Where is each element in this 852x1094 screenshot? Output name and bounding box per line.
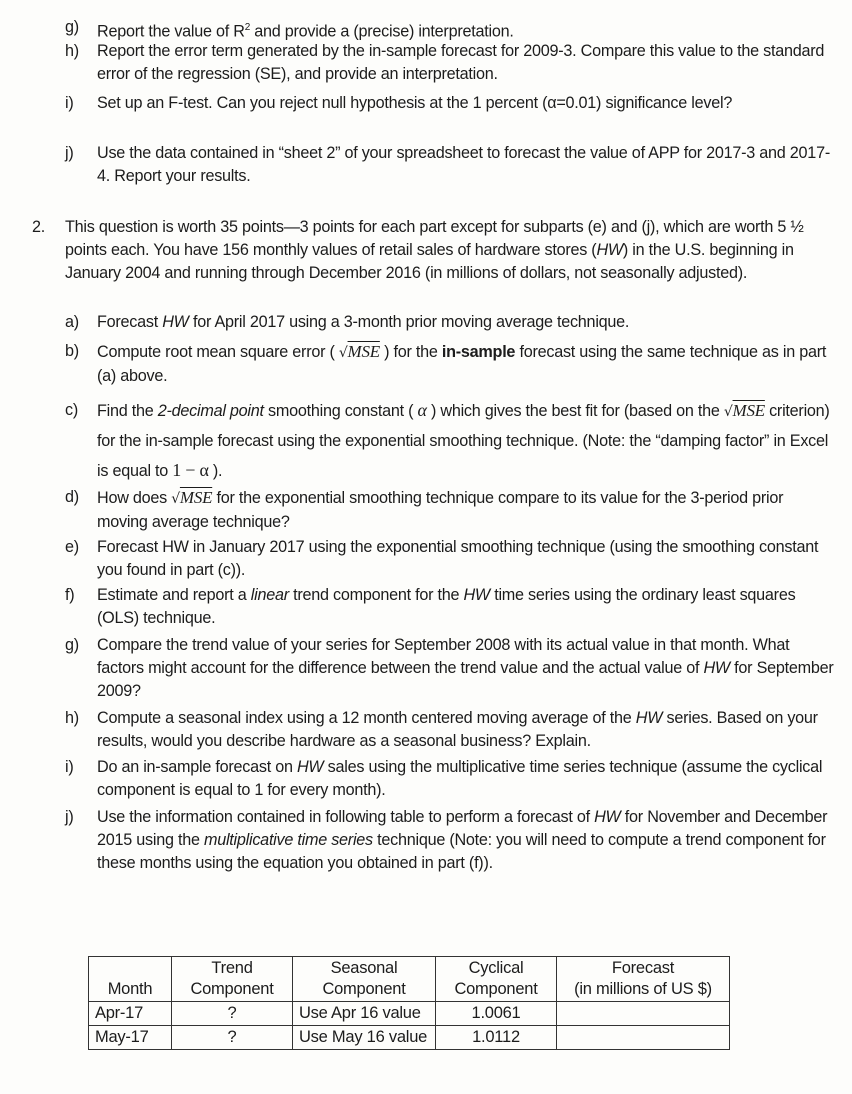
text: How does xyxy=(97,489,172,507)
text: for the exponential smoothing technique compare to its value for the 3-period prior moving average technique? xyxy=(97,489,784,531)
header-seasonal xyxy=(293,957,436,1002)
text: Forecast HW in January 2017 using the exponential smoothing technique (using the smoothing constant you found in part (c)). xyxy=(97,538,819,579)
q2-part-c xyxy=(65,396,835,486)
header-text: Cyclical xyxy=(468,959,524,977)
label: g) xyxy=(65,636,79,654)
text: ) which gives the best fit for (based on the xyxy=(426,402,724,420)
superscript: 2 xyxy=(244,22,251,33)
math-one-minus-alpha: 1 − α xyxy=(172,460,209,480)
header-cyclical xyxy=(436,957,557,1002)
label: a) xyxy=(65,313,79,331)
label: i) xyxy=(65,94,74,112)
label: g) xyxy=(65,18,79,36)
label: e) xyxy=(65,538,79,556)
text: Use the information contained in following table to perform a forecast of xyxy=(97,808,595,826)
label: j) xyxy=(65,144,74,162)
text: HW xyxy=(463,586,490,604)
q1-part-i xyxy=(65,92,835,115)
label: 2. xyxy=(32,218,46,236)
text: Report the error term generated by the in-sample forecast for 2009-3. Compare this value to the standard error of the regression (SE), and provide an interpretation. xyxy=(97,42,825,83)
header-text: Component xyxy=(190,980,274,998)
header-text: Trend xyxy=(211,959,253,977)
text: Forecast xyxy=(97,313,163,331)
text: ). xyxy=(208,462,223,480)
text: for April 2017 using a 3-month prior moving average technique. xyxy=(188,313,630,331)
cell-seasonal: Use Apr 16 value xyxy=(293,1002,436,1026)
cell-month: Apr-17 xyxy=(89,1002,172,1026)
math-mse: MSE xyxy=(347,342,380,361)
label: h) xyxy=(65,709,79,727)
text: trend component for the xyxy=(288,586,464,604)
text: HW xyxy=(596,241,623,259)
forecast-table xyxy=(88,956,730,1050)
text: Estimate and report a xyxy=(97,586,251,604)
text: Use the data contained in “sheet 2” of your spreadsheet to forecast the value of APP for 2017-3 and 2017-4. Report your results. xyxy=(97,144,830,185)
q2-part-j xyxy=(65,806,835,875)
math-alpha: α xyxy=(417,400,427,420)
table-header-row xyxy=(89,957,730,1002)
label: i) xyxy=(65,758,74,776)
cell-forecast xyxy=(557,1002,730,1026)
text: Find the xyxy=(97,402,158,420)
header-text: Forecast xyxy=(611,959,675,977)
text: linear xyxy=(250,586,289,604)
cell-forecast xyxy=(557,1026,730,1050)
text: criterion) for the in-sample forecast using the exponential smoothing technique. (Note: the “damping factor” in Excel is equal to xyxy=(97,402,830,480)
text: Do an in-sample forecast on xyxy=(97,758,297,776)
sqrt-symbol: √ xyxy=(723,404,733,420)
header-text: Component xyxy=(322,980,406,998)
table-row xyxy=(89,1002,730,1026)
header-text: Seasonal xyxy=(330,959,398,977)
q2-part-f xyxy=(65,584,835,630)
cell-cyclical: 1.0061 xyxy=(436,1002,557,1026)
label: f) xyxy=(65,586,75,604)
text: HW xyxy=(296,758,324,776)
q2-part-i xyxy=(65,756,835,802)
header-month xyxy=(89,957,172,1002)
text: series. Based on your results, would you describe hardware as a seasonal business? Explain. xyxy=(97,709,818,750)
question-2-intro xyxy=(32,216,832,285)
label: d) xyxy=(65,488,79,506)
text: ) in the U.S. beginning in January 2004 and running through December 2016 (in millions of dollars, not seasonally adjusted). xyxy=(65,241,794,282)
sqrt-symbol: √ xyxy=(171,491,180,507)
math-mse: MSE xyxy=(732,401,765,420)
label: h) xyxy=(65,42,79,60)
text: HW xyxy=(703,659,730,677)
q2-part-b xyxy=(65,340,835,388)
text: HW xyxy=(594,808,621,826)
text: forecast using the same technique as in part (a) above. xyxy=(97,343,827,385)
q2-part-d xyxy=(65,486,835,534)
text: 2-decimal point xyxy=(157,402,264,420)
text: multiplicative time series xyxy=(203,831,373,849)
q1-part-j xyxy=(65,142,835,188)
text: Set up an F-test. Can you reject null hypothesis at the 1 percent (α=0.01) significance level? xyxy=(97,94,733,112)
text: Report the value of R xyxy=(97,22,245,41)
header-text: Month xyxy=(107,980,153,998)
text: HW xyxy=(162,313,189,331)
text: This question is worth 35 points—3 points for each part except for subparts (e) and (j), which are worth 5 ½ points each. You have 156 monthly values of retail sales of hardware stores ( xyxy=(65,218,804,259)
table-row xyxy=(89,1026,730,1050)
text: sales using the multiplicative time series technique (assume the cyclical component is equal to 1 for every month). xyxy=(97,758,823,799)
label: b) xyxy=(65,342,79,360)
label: j) xyxy=(65,808,74,826)
q1-part-h xyxy=(65,40,835,86)
label: c) xyxy=(65,401,78,419)
text: Compute root mean square error ( xyxy=(97,343,339,361)
cell-trend: ? xyxy=(172,1026,293,1050)
q2-part-h xyxy=(65,707,835,753)
cell-month: May-17 xyxy=(89,1026,172,1050)
cell-seasonal: Use May 16 value xyxy=(293,1026,436,1050)
q2-part-a xyxy=(65,311,835,334)
text: technique (Note: you will need to compute a trend component for these months using the equation you obtained in part (f)). xyxy=(97,831,826,872)
text: HW xyxy=(635,709,663,727)
header-text: (in millions of US $) xyxy=(574,980,712,998)
text: smoothing constant ( xyxy=(263,402,418,420)
text: and provide a (precise) interpretation. xyxy=(250,22,514,41)
math-mse: MSE xyxy=(179,488,213,507)
sqrt-symbol: √ xyxy=(338,345,348,361)
header-forecast xyxy=(557,957,730,1002)
text: time series using the ordinary least squares (OLS) technique. xyxy=(97,586,796,627)
q2-part-e xyxy=(65,536,835,582)
text: for November and December 2015 using the xyxy=(97,808,828,849)
q2-part-g xyxy=(65,634,835,703)
text: Compute a seasonal index using a 12 month centered moving average of the xyxy=(97,709,636,727)
text: in-sample xyxy=(441,343,516,361)
header-text: Component xyxy=(454,980,538,998)
text: for September 2009? xyxy=(97,659,834,700)
header-trend xyxy=(172,957,293,1002)
text: Compare the trend value of your series for September 2008 with its actual value in that month. What factors might account for the difference between the trend value and the actual value of xyxy=(97,636,790,677)
cell-trend: ? xyxy=(172,1002,293,1026)
text: ) for the xyxy=(379,343,442,361)
cell-cyclical: 1.0112 xyxy=(436,1026,557,1050)
